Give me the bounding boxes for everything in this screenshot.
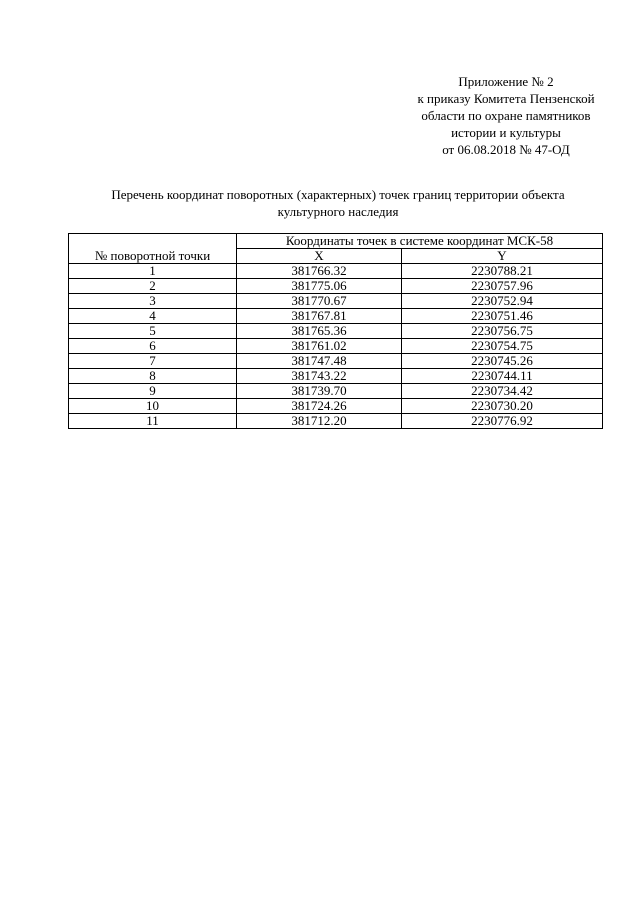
- point-number-cell: 11: [69, 414, 237, 429]
- point-number-cell: 9: [69, 384, 237, 399]
- appendix-block: [380, 73, 632, 158]
- appendix-line: к приказу Комитета Пензенской: [417, 91, 595, 106]
- table-row: [69, 324, 603, 339]
- appendix-line: Приложение № 2: [458, 74, 554, 89]
- x-coordinate-cell: 381761.02: [237, 339, 402, 354]
- y-coordinate-cell: 2230788.21: [402, 264, 603, 279]
- table-row: [69, 279, 603, 294]
- document-title-line-1: Перечень координат поворотных (характерных) точек границ территории объекта: [111, 187, 565, 202]
- y-column-header: Y: [402, 249, 603, 264]
- document-title-line-2: культурного наследия: [277, 204, 399, 219]
- point-number-cell: 1: [69, 264, 237, 279]
- x-coordinate-cell: 381724.26: [237, 399, 402, 414]
- point-number-cell: 6: [69, 339, 237, 354]
- table-row: [69, 294, 603, 309]
- point-number-cell: 4: [69, 309, 237, 324]
- y-coordinate-cell: 2230734.42: [402, 384, 603, 399]
- point-number-cell: 5: [69, 324, 237, 339]
- table-row: [69, 339, 603, 354]
- table-row: [69, 354, 603, 369]
- table-row: [69, 399, 603, 414]
- table-row: [69, 384, 603, 399]
- point-number-cell: 2: [69, 279, 237, 294]
- point-number-cell: 10: [69, 399, 237, 414]
- coordinate-system-header: Координаты точек в системе координат МСК-58: [237, 234, 603, 249]
- y-coordinate-cell: 2230776.92: [402, 414, 603, 429]
- point-number-cell: 3: [69, 294, 237, 309]
- appendix-line: истории и культуры: [451, 125, 561, 140]
- x-coordinate-cell: 381775.06: [237, 279, 402, 294]
- point-number-header: № поворотной точки: [69, 234, 237, 264]
- x-coordinate-cell: 381767.81: [237, 309, 402, 324]
- x-column-header: X: [237, 249, 402, 264]
- x-coordinate-cell: 381765.36: [237, 324, 402, 339]
- table-row: [69, 369, 603, 384]
- y-coordinate-cell: 2230744.11: [402, 369, 603, 384]
- point-number-cell: 8: [69, 369, 237, 384]
- coordinates-table-body: [69, 264, 603, 429]
- table-row: [69, 309, 603, 324]
- y-coordinate-cell: 2230730.20: [402, 399, 603, 414]
- y-coordinate-cell: 2230754.75: [402, 339, 603, 354]
- y-coordinate-cell: 2230752.94: [402, 294, 603, 309]
- appendix-line: от 06.08.2018 № 47-ОД: [442, 142, 570, 157]
- y-coordinate-cell: 2230756.75: [402, 324, 603, 339]
- x-coordinate-cell: 381743.22: [237, 369, 402, 384]
- x-coordinate-cell: 381712.20: [237, 414, 402, 429]
- x-coordinate-cell: 381747.48: [237, 354, 402, 369]
- x-coordinate-cell: 381770.67: [237, 294, 402, 309]
- point-number-cell: 7: [69, 354, 237, 369]
- x-coordinate-cell: 381739.70: [237, 384, 402, 399]
- table-row: [69, 264, 603, 279]
- y-coordinate-cell: 2230751.46: [402, 309, 603, 324]
- coordinates-table: [68, 233, 603, 429]
- table-row: [69, 414, 603, 429]
- document-title: [40, 186, 636, 220]
- y-coordinate-cell: 2230757.96: [402, 279, 603, 294]
- y-coordinate-cell: 2230745.26: [402, 354, 603, 369]
- appendix-line: области по охране памятников: [421, 108, 591, 123]
- x-coordinate-cell: 381766.32: [237, 264, 402, 279]
